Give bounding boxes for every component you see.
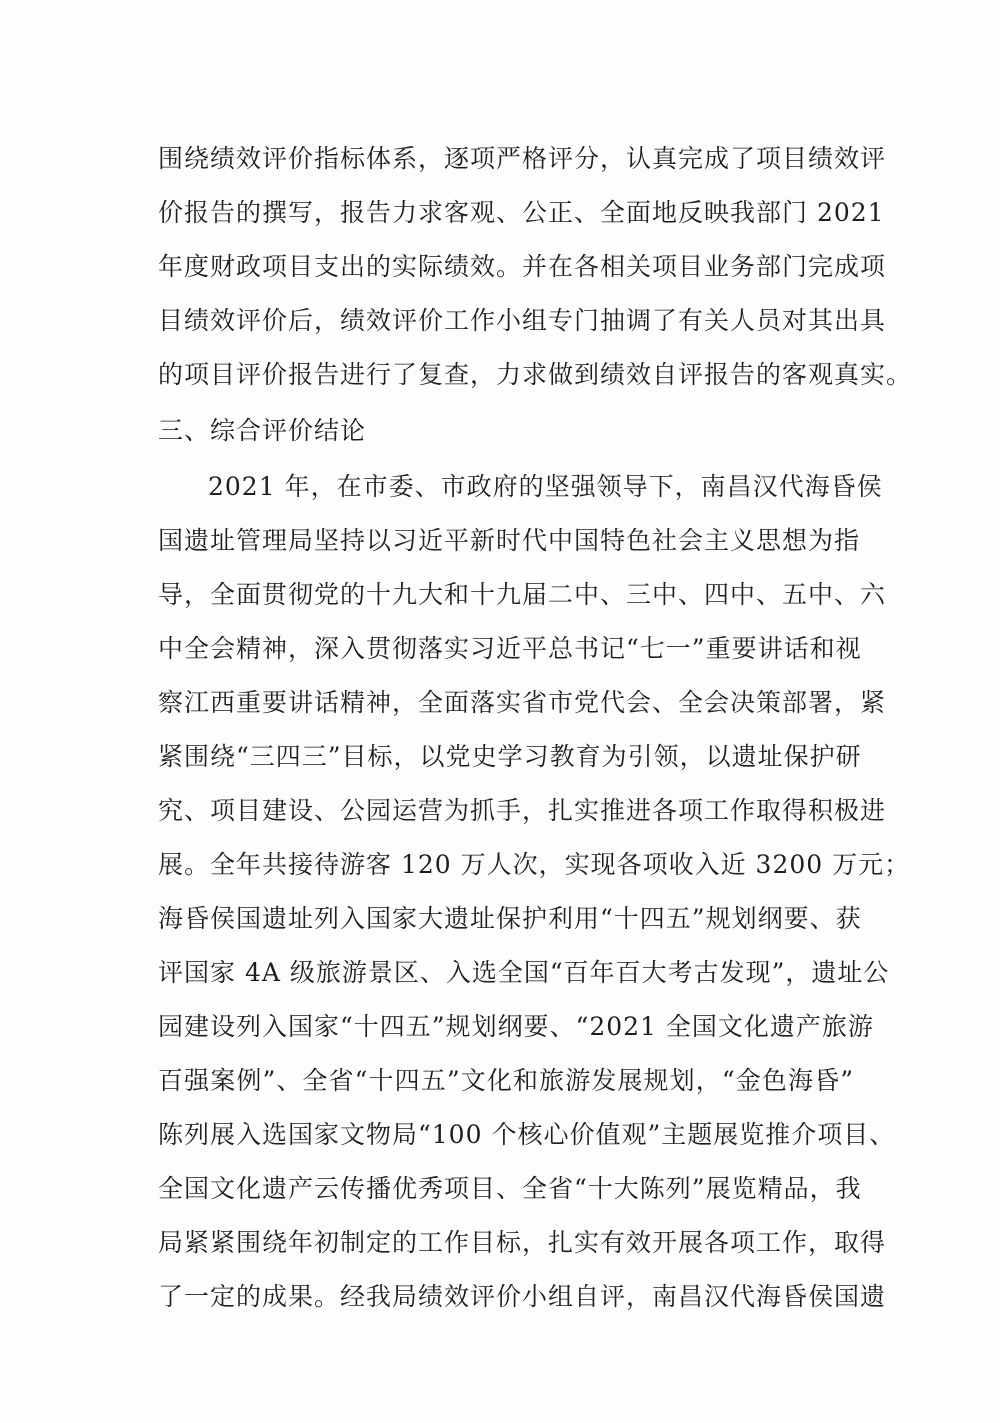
text-line: 百强案例”、全省“十四五”文化和旅游发展规划，“金色海昏” [158,1066,854,1095]
text-line: 价报告的撰写，报告力求客观、公正、全面地反映我部门 2021 [158,198,885,227]
paragraph-evaluation-conclusion [158,460,911,1324]
text-line: 园建设列入国家“十四五”规划纲要、“2021 全国文化遗产旅游 [158,1012,874,1041]
paragraph-evaluation-process [158,132,913,402]
text-line: 海昏侯国遗址列入国家大遗址保护利用“十四五”规划纲要、获 [158,904,862,933]
text-line: 局紧紧围绕年初制定的工作目标，扎实有效开展各项工作，取得 [158,1228,887,1257]
text-line: 全国文化遗产云传播优秀项目、全省“十大陈列”展览精品，我 [158,1174,862,1203]
text-line: 察江西重要讲话精神，全面落实省市党代会、全会决策部署，紧 [158,688,887,717]
text-line: 展。全年共接待游客 120 万人次，实现各项收入近 3200 万元； [158,850,911,879]
text-line: 国遗址管理局坚持以习近平新时代中国特色社会主义思想为指 [158,526,861,555]
text-line: 目绩效评价后，绩效评价工作小组专门抽调了有关人员对其出具 [158,306,887,335]
text-line: 了一定的成果。经我局绩效评价小组自评，南昌汉代海昏侯国遗 [158,1282,887,1311]
text-line: 围绕绩效评价指标体系，逐项严格评分，认真完成了项目绩效评 [158,144,887,173]
text-line: 评国家 4A 级旅游景区、入选全国“百年百大考古发现”，遗址公 [158,958,890,987]
text-line: 中全会精神，深入贯彻落实习近平总书记“七一”重要讲话和视 [158,634,862,663]
document-body [158,132,913,1324]
text-line: 导，全面贯彻党的十九大和十九届二中、三中、四中、五中、六 [158,580,887,609]
text-line: 的项目评价报告进行了复查，力求做到绩效自评报告的客观真实。 [158,360,913,389]
text-line: 紧围绕“三四三”目标，以党史学习教育为引领，以遗址保护研 [158,742,862,771]
section-heading: 三、综合评价结论 [158,416,367,445]
text-line: 2021 年，在市委、市政府的坚强领导下，南昌汉代海昏侯 [208,472,883,501]
text-line: 年度财政项目支出的实际绩效。并在各相关项目业务部门完成项 [158,252,887,281]
text-line: 陈列展入选国家文物局“100 个核心价值观”主题展览推介项目、 [158,1120,896,1149]
text-line: 究、项目建设、公园运营为抓手，扎实推进各项工作取得积极进 [158,796,887,825]
